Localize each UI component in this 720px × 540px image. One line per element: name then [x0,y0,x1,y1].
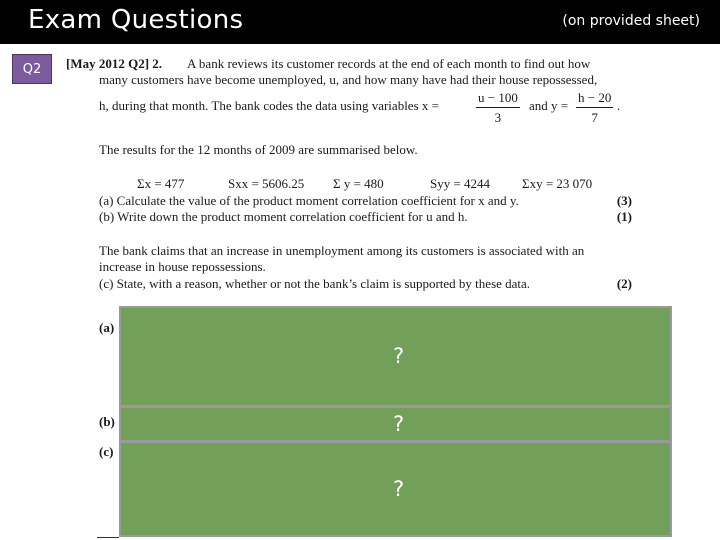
part-c-text: (c) State, with a reason, whether or not the bank’s claim is supported by these data. [99,276,531,291]
answer-underline [97,537,119,538]
fraction-x-denominator: 3 [494,110,502,125]
sum-y: Σ y = 480 [333,176,384,191]
sum-syy: Syy = 4244 [430,176,491,191]
claim-line-1: The bank claims that an increase in unemployment among its customers is associated with an [99,243,585,258]
answer-a-reveal-text: ? [393,344,405,368]
period: . [617,98,621,113]
part-c-marks: (2) [616,276,632,291]
question-source: [May 2012 Q2] 2. [66,56,163,71]
part-a-text: (a) Calculate the value of the product moment correlation coefficient for x and y. [99,193,519,208]
results-text: The results for the 12 months of 2009 are summarised below. [99,142,418,157]
sum-x: Σx = 477 [137,176,185,191]
answer-a-reveal-box[interactable] [119,306,672,407]
slide-header [0,0,720,44]
answer-c-reveal-text: ? [393,477,405,501]
claim-line-2: increase in house repossessions. [99,259,266,274]
fraction-y-denominator: 7 [591,110,598,125]
question-badge[interactable]: Q2 [12,54,52,84]
fraction-y-numerator: h − 20 [576,90,613,108]
part-a-marks: (3) [616,193,632,208]
fraction-x [476,90,520,126]
answer-b-label: (b) [99,414,115,429]
part-b-marks: (1) [616,209,632,224]
answer-b-reveal-box[interactable] [119,406,672,442]
fraction-x-numerator: u − 100 [476,90,520,108]
part-b-text: (b) Write down the product moment correlation coefficient for u and h. [99,209,468,224]
question-line-2: many customers have become unemployed, u, and how many have had their house repossessed, [99,72,598,87]
answer-c-reveal-box[interactable] [119,441,672,537]
sum-sxx: Sxx = 5606.25 [228,176,305,191]
sheet-note: (on provided sheet) [562,13,700,29]
slide-title: Exam Questions [28,5,244,35]
and-y-text: and y = [529,98,569,113]
sum-xy: Σxy = 23 070 [522,176,593,191]
answer-a-label: (a) [99,320,115,335]
answer-c-label: (c) [99,444,114,459]
answer-b-reveal-text: ? [393,412,405,436]
fraction-y [576,90,613,126]
question-line-1: A bank reviews its customer records at the end of each month to find out how [187,56,591,71]
question-line-3: h, during that month. The bank codes the data using variables x = [99,98,439,113]
